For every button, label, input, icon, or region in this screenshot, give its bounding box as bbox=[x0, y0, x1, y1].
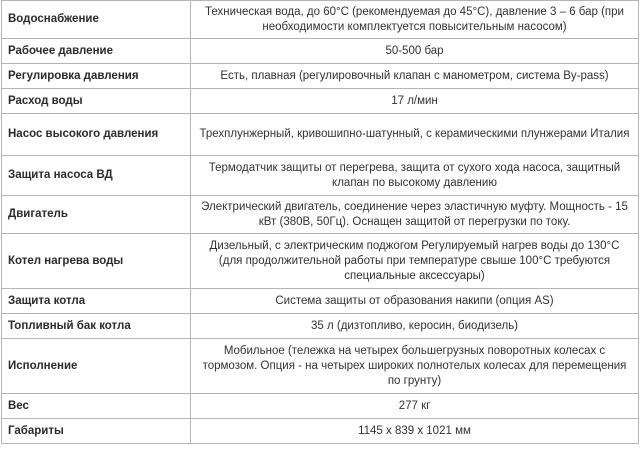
row-value: 277 кг bbox=[191, 394, 639, 419]
table-row bbox=[2, 419, 639, 444]
row-value: Дизельный, с электрическим поджогом Регулируемый нагрев воды до 130°С (для продолжительной работы при температуре свыше 100°С требуются специальные аксессуары) bbox=[191, 234, 639, 289]
table-row bbox=[2, 314, 639, 339]
row-label: Расход воды bbox=[2, 89, 191, 114]
row-label: Вес bbox=[2, 394, 191, 419]
row-value: Техническая вода, до 60°С (рекомендуемая до 45°С), давление 3 – 6 бар (при необходимости комплектуется повысительным насосом) bbox=[191, 1, 639, 39]
row-value: 17 л/мин bbox=[191, 89, 639, 114]
row-label: Двигатель bbox=[2, 196, 191, 234]
row-value: 35 л (дизтопливо, керосин, биодизель) bbox=[191, 314, 639, 339]
row-label: Защита котла bbox=[2, 289, 191, 314]
row-value: Трехплунжерный, кривошипно-шатунный, с керамическими плунжерами Италия bbox=[191, 114, 639, 156]
row-label: Водоснабжение bbox=[2, 1, 191, 39]
row-label: Насос высокого давления bbox=[2, 114, 191, 156]
row-label: Защита насоса ВД bbox=[2, 156, 191, 196]
row-label: Регулировка давления bbox=[2, 64, 191, 89]
table-row bbox=[2, 64, 639, 89]
table-row bbox=[2, 156, 639, 196]
row-label: Топливный бак котла bbox=[2, 314, 191, 339]
table-row bbox=[2, 234, 639, 289]
row-value: Мобильное (тележка на четырех большегрузных поворотных колесах с тормозом. Опция - на четырех широких полнотелых колесах для перемещения по грунту) bbox=[191, 339, 639, 394]
row-value: 50-500 бар bbox=[191, 39, 639, 64]
table-row bbox=[2, 196, 639, 234]
table-row bbox=[2, 114, 639, 156]
row-value: Есть, плавная (регулировочный клапан с манометром, система By-pass) bbox=[191, 64, 639, 89]
row-value: Электрический двигатель, соединение через эластичную муфту. Мощность - 15 кВт (380В, 50Гц). Оснащен защитой от перегрузки по току. bbox=[191, 196, 639, 234]
table-row bbox=[2, 289, 639, 314]
table-row bbox=[2, 1, 639, 39]
row-label: Котел нагрева воды bbox=[2, 234, 191, 289]
specifications-table bbox=[1, 0, 639, 444]
row-value: 1145 х 839 х 1021 мм bbox=[191, 419, 639, 444]
table-row bbox=[2, 339, 639, 394]
row-label: Рабочее давление bbox=[2, 39, 191, 64]
table-row bbox=[2, 394, 639, 419]
table-row bbox=[2, 39, 639, 64]
row-value: Система защиты от образования накипи (опция AS) bbox=[191, 289, 639, 314]
row-value: Термодатчик защиты от перегрева, защита от сухого хода насоса, защитный клапан по высокому давлению bbox=[191, 156, 639, 196]
row-label: Габариты bbox=[2, 419, 191, 444]
row-label: Исполнение bbox=[2, 339, 191, 394]
table-row bbox=[2, 89, 639, 114]
